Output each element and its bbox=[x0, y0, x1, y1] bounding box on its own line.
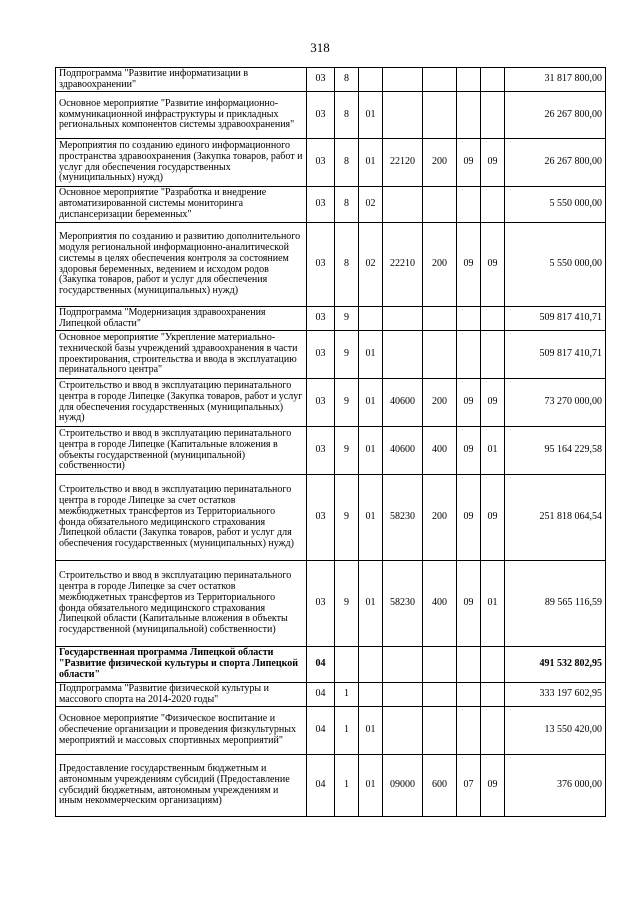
measure-code: 01 bbox=[359, 561, 383, 647]
section-code: 09 bbox=[457, 139, 481, 187]
subsection-code: 09 bbox=[481, 223, 505, 307]
row-name: Строительство и ввод в эксплуатацию перинатального центра в городе Липецке (Капитальные вложения в объекты государственной (муниципальной) собственности) bbox=[56, 427, 307, 475]
direction-code: 58230 bbox=[383, 475, 423, 561]
program-code: 03 bbox=[307, 427, 335, 475]
amount: 333 197 602,95 bbox=[505, 683, 606, 707]
subprogram-code: 8 bbox=[335, 139, 359, 187]
program-code: 03 bbox=[307, 331, 335, 379]
program-code: 03 bbox=[307, 561, 335, 647]
amount: 509 817 410,71 bbox=[505, 331, 606, 379]
amount: 26 267 800,00 bbox=[505, 139, 606, 187]
row-name: Мероприятия по созданию единого информационного пространства здравоохранения (Закупка товаров, работ и услуг для обеспечения государственных (муниципальных) нужд) bbox=[56, 139, 307, 187]
section-code: 07 bbox=[457, 755, 481, 817]
measure-code: 01 bbox=[359, 707, 383, 755]
expense-type-code bbox=[423, 307, 457, 331]
subprogram-code: 9 bbox=[335, 379, 359, 427]
direction-code bbox=[383, 683, 423, 707]
subprogram-code: 1 bbox=[335, 683, 359, 707]
table-row bbox=[56, 307, 606, 331]
amount: 5 550 000,00 bbox=[505, 223, 606, 307]
amount: 5 550 000,00 bbox=[505, 187, 606, 223]
measure-code: 02 bbox=[359, 187, 383, 223]
row-name: Строительство и ввод в эксплуатацию перинатального центра в городе Липецке за счет остатков межбюджетных трансфертов из Территориального фонда обязательного медицинского страхования Липецкой области (Закупка товаров, работ и услуг для обеспечения государственных (муниципальных) нужд) bbox=[56, 475, 307, 561]
program-code: 03 bbox=[307, 187, 335, 223]
subsection-code bbox=[481, 647, 505, 683]
table-row bbox=[56, 223, 606, 307]
expense-type-code bbox=[423, 92, 457, 139]
subprogram-code: 9 bbox=[335, 307, 359, 331]
table-row bbox=[56, 68, 606, 92]
direction-code bbox=[383, 707, 423, 755]
table-row bbox=[56, 647, 606, 683]
direction-code bbox=[383, 331, 423, 379]
measure-code: 01 bbox=[359, 379, 383, 427]
direction-code bbox=[383, 92, 423, 139]
section-code bbox=[457, 647, 481, 683]
row-name: Государственная программа Липецкой области "Развитие физической культуры и спорта Липецкой области" bbox=[56, 647, 307, 683]
measure-code bbox=[359, 683, 383, 707]
subprogram-code: 9 bbox=[335, 475, 359, 561]
subsection-code bbox=[481, 707, 505, 755]
table-row bbox=[56, 187, 606, 223]
program-code: 04 bbox=[307, 755, 335, 817]
subsection-code: 09 bbox=[481, 379, 505, 427]
section-code: 09 bbox=[457, 379, 481, 427]
section-code bbox=[457, 187, 481, 223]
page-number: 318 bbox=[310, 40, 330, 55]
subprogram-code: 8 bbox=[335, 223, 359, 307]
subsection-code: 01 bbox=[481, 427, 505, 475]
direction-code bbox=[383, 68, 423, 92]
section-code: 09 bbox=[457, 561, 481, 647]
subsection-code bbox=[481, 331, 505, 379]
section-code: 09 bbox=[457, 475, 481, 561]
subprogram-code: 9 bbox=[335, 561, 359, 647]
measure-code: 01 bbox=[359, 331, 383, 379]
measure-code: 01 bbox=[359, 427, 383, 475]
program-code: 04 bbox=[307, 707, 335, 755]
program-code: 03 bbox=[307, 223, 335, 307]
amount: 376 000,00 bbox=[505, 755, 606, 817]
measure-code bbox=[359, 307, 383, 331]
program-code: 03 bbox=[307, 379, 335, 427]
row-name: Строительство и ввод в эксплуатацию перинатального центра в городе Липецке за счет остатков межбюджетных трансфертов из Территориального фонда обязательного медицинского страхования Липецкой области (Капитальные вложения в объекты государственной (муниципальной) собственности) bbox=[56, 561, 307, 647]
row-name: Мероприятия по созданию и развитию дополнительного модуля региональной информационно-аналитической системы в целях обеспечения контроля за состоянием здоровья беременных, ведением и исходом родов (Закупка товаров, работ и услуг для обеспечения государственных (муниципальных) нужд) bbox=[56, 223, 307, 307]
program-code: 03 bbox=[307, 475, 335, 561]
direction-code bbox=[383, 187, 423, 223]
section-code bbox=[457, 92, 481, 139]
expense-type-code: 200 bbox=[423, 223, 457, 307]
direction-code bbox=[383, 307, 423, 331]
program-code: 03 bbox=[307, 68, 335, 92]
row-name: Основное мероприятие "Укрепление материально-технической базы учреждений здравоохранения в части проектирования, строительства и ввода в эксплуатацию перинатального центра" bbox=[56, 331, 307, 379]
expense-type-code: 200 bbox=[423, 139, 457, 187]
section-code bbox=[457, 68, 481, 92]
expense-type-code bbox=[423, 647, 457, 683]
row-name: Подпрограмма "Модернизация здравоохранения Липецкой области" bbox=[56, 307, 307, 331]
amount: 89 565 116,59 bbox=[505, 561, 606, 647]
expense-type-code bbox=[423, 707, 457, 755]
row-name: Подпрограмма "Развитие информатизации в здравоохранении" bbox=[56, 68, 307, 92]
section-code bbox=[457, 331, 481, 379]
subsection-code: 09 bbox=[481, 139, 505, 187]
subprogram-code: 1 bbox=[335, 755, 359, 817]
program-code: 03 bbox=[307, 92, 335, 139]
table-row bbox=[56, 331, 606, 379]
subprogram-code bbox=[335, 647, 359, 683]
subprogram-code: 8 bbox=[335, 68, 359, 92]
table-row bbox=[56, 427, 606, 475]
direction-code bbox=[383, 647, 423, 683]
table-row bbox=[56, 755, 606, 817]
program-code: 04 bbox=[307, 647, 335, 683]
expense-type-code: 200 bbox=[423, 379, 457, 427]
amount: 31 817 800,00 bbox=[505, 68, 606, 92]
table-row bbox=[56, 561, 606, 647]
expense-type-code bbox=[423, 68, 457, 92]
subprogram-code: 9 bbox=[335, 331, 359, 379]
amount: 251 818 064,54 bbox=[505, 475, 606, 561]
table-row bbox=[56, 707, 606, 755]
program-code: 04 bbox=[307, 683, 335, 707]
amount: 509 817 410,71 bbox=[505, 307, 606, 331]
section-code: 09 bbox=[457, 223, 481, 307]
row-name: Основное мероприятие "Развитие информационно-коммуникационной инфраструктуры и прикладных региональных компонентов системы здравоохранения" bbox=[56, 92, 307, 139]
measure-code: 01 bbox=[359, 139, 383, 187]
subsection-code bbox=[481, 187, 505, 223]
section-code bbox=[457, 707, 481, 755]
direction-code: 58230 bbox=[383, 561, 423, 647]
subsection-code: 01 bbox=[481, 561, 505, 647]
measure-code: 01 bbox=[359, 475, 383, 561]
amount: 26 267 800,00 bbox=[505, 92, 606, 139]
expense-type-code: 400 bbox=[423, 561, 457, 647]
section-code bbox=[457, 683, 481, 707]
table-row bbox=[56, 139, 606, 187]
expense-type-code: 200 bbox=[423, 475, 457, 561]
measure-code: 01 bbox=[359, 92, 383, 139]
row-name: Предоставление государственным бюджетным и автономным учреждениям субсидий (Предоставление субсидий бюджетным, автономным учреждениям и иным некоммерческим организациям) bbox=[56, 755, 307, 817]
direction-code: 40600 bbox=[383, 427, 423, 475]
section-code bbox=[457, 307, 481, 331]
subsection-code bbox=[481, 307, 505, 331]
section-code: 09 bbox=[457, 427, 481, 475]
expense-type-code bbox=[423, 683, 457, 707]
subprogram-code: 9 bbox=[335, 427, 359, 475]
program-code: 03 bbox=[307, 139, 335, 187]
subprogram-code: 8 bbox=[335, 92, 359, 139]
expense-type-code: 400 bbox=[423, 427, 457, 475]
table-row bbox=[56, 379, 606, 427]
measure-code bbox=[359, 68, 383, 92]
direction-code: 22210 bbox=[383, 223, 423, 307]
subsection-code bbox=[481, 92, 505, 139]
expense-type-code: 600 bbox=[423, 755, 457, 817]
row-name: Основное мероприятие "Физическое воспитание и обеспечение организации и проведения физкультурных мероприятий и массовых спортивных мероприятий" bbox=[56, 707, 307, 755]
measure-code: 02 bbox=[359, 223, 383, 307]
measure-code: 01 bbox=[359, 755, 383, 817]
row-name: Подпрограмма "Развитие физической культуры и массового спорта на 2014-2020 годы" bbox=[56, 683, 307, 707]
subprogram-code: 8 bbox=[335, 187, 359, 223]
amount: 73 270 000,00 bbox=[505, 379, 606, 427]
row-name: Основное мероприятие "Разработка и внедрение автоматизированной системы мониторинга диспансеризации беременных" bbox=[56, 187, 307, 223]
expense-type-code bbox=[423, 331, 457, 379]
amount: 491 532 802,95 bbox=[505, 647, 606, 683]
amount: 13 550 420,00 bbox=[505, 707, 606, 755]
direction-code: 40600 bbox=[383, 379, 423, 427]
measure-code bbox=[359, 647, 383, 683]
subsection-code: 09 bbox=[481, 475, 505, 561]
direction-code: 09000 bbox=[383, 755, 423, 817]
amount: 95 164 229,58 bbox=[505, 427, 606, 475]
subsection-code bbox=[481, 68, 505, 92]
table-row bbox=[56, 92, 606, 139]
subsection-code bbox=[481, 683, 505, 707]
row-name: Строительство и ввод в эксплуатацию перинатального центра в городе Липецке (Закупка товаров, работ и услуг для обеспечения государственных (муниципальных) нужд) bbox=[56, 379, 307, 427]
table-row bbox=[56, 475, 606, 561]
direction-code: 22120 bbox=[383, 139, 423, 187]
subsection-code: 09 bbox=[481, 755, 505, 817]
expense-type-code bbox=[423, 187, 457, 223]
subprogram-code: 1 bbox=[335, 707, 359, 755]
program-code: 03 bbox=[307, 307, 335, 331]
table-row bbox=[56, 683, 606, 707]
budget-table bbox=[55, 67, 606, 817]
